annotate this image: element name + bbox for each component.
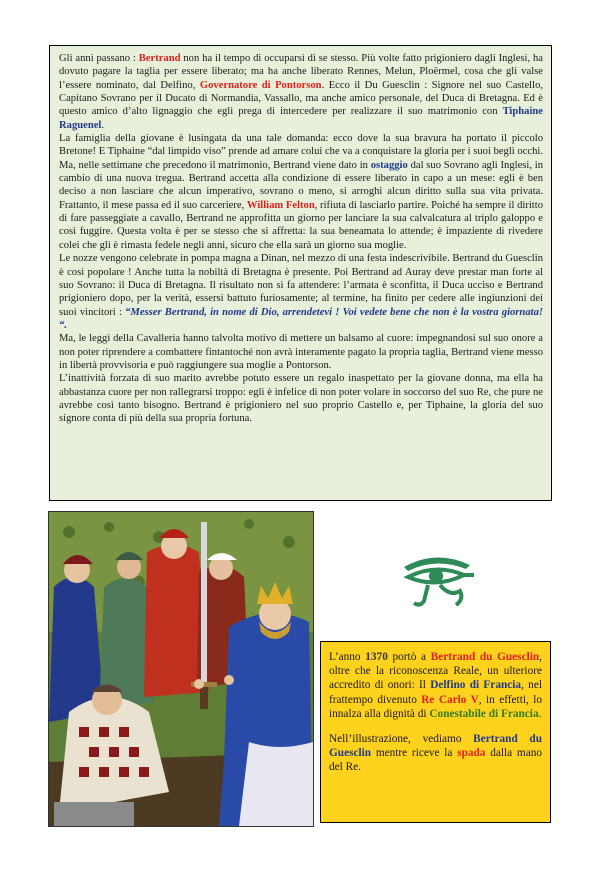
highlighted-text: “Messer Bertrand, in nome di Dio, arrendetevi ! Voi vedete bene che non è la vostra giornata! “.: [59, 306, 543, 331]
text-run: Gli anni passano :: [59, 53, 139, 64]
main-text-box: [49, 45, 552, 501]
text-run: Le nozze vengono celebrate in pompa magna a Dinan, nel mezzo di una festa indescrivibile. Bertrand du Guesclin è così popolare ! Anche tutta la nobiltà di Bretagna è presente. Poi Bertrand ad Auray deve prestar man forte al suo Sovrano: il Duca di Bretagna. Il risultato non si fa attendere: l’armata è sconfitta, il Duca ucciso e Bertrand prigioniero dopo, per la verità, essersi battuto furiosamente; al termine, ha finito per cedere alle ingiunzioni dei suoi vincitori :: [59, 253, 543, 318]
text-run: , rifiuta di lasciarlo partire. Poiché ha sempre il diritto di fare passeggiate a cavallo, Bertrand ne approfitta un giorno per lanciare la sua calvalcatura al triplo galoppo e così fuggire. Questa volta è per se stesso che si affretta: la sua beneamata lo attende; è impaziente di rivedere colei che gli è rimasta fedele negli anni, sicuro che ella sarà un giorno sua moglie.: [59, 199, 543, 251]
highlighted-text: Bertrand du Guesclin: [430, 651, 540, 663]
text-run: .: [101, 119, 105, 131]
text-run: . Ecco il Du Guesclin : Signore nel suo Castello, Capitano Sovrano per il Ducato di Normandia, Vassallo, ma anche amico personale, del Duca di Bretagna. Ed è questo amico d’alto lignaggio che egli prega di intercedere per realizzare il suo matrimonio con: [59, 79, 544, 118]
eye-of-horus-icon: [398, 545, 476, 609]
highlighted-text: Re Carlo V: [421, 693, 479, 706]
highlighted-text: Delfino di Francia: [430, 679, 522, 692]
text-run: , oltre che la riconoscenza Reale, un ulteriore accredito di onori: Il: [329, 651, 542, 692]
text-run: dalla mano del Re.: [329, 747, 543, 774]
text-run: La famiglia della giovane è lusingata da una tale domanda: ecco dove la sua bravura ha portato il piccolo Bretone! E Tiphaine “dal limpido viso” prende ad amare colui che va a conquistare la gloria per i suoi begli occhi. Ma, nelle settimane che precedono il matrimonio, Bertrand viene dato in: [59, 133, 543, 171]
text-run: , nel frattempo divenuto: [329, 679, 542, 706]
paragraph-2: [59, 132, 543, 252]
highlighted-text: 1370: [365, 651, 388, 663]
text-run: .: [538, 707, 542, 720]
paragraph-1: [59, 52, 543, 132]
caption-paragraph-2: [329, 732, 542, 775]
illustration-art: [49, 512, 313, 826]
text-run: non ha il tempo di occuparsi di se stesso. Più volte fatto prigioniero dagli Inglesi, ha dovuto pagare la taglia per essere liberato; ma ha anche liberato Rennes, Melun, Ploërmel, cosa che gli valse l’essere nominato, dal Delfino,: [59, 53, 543, 91]
highlighted-text: Bertrand du Guesclin: [329, 733, 542, 760]
caption-paragraph-1: [329, 650, 542, 721]
paragraph-3: [59, 252, 543, 332]
highlighted-text: Tiphaine Raguenel: [59, 106, 543, 131]
highlighted-text: William Felton: [246, 199, 315, 211]
paragraph-4: [59, 332, 543, 372]
highlighted-text: Bertrand: [138, 53, 181, 64]
highlighted-text: ostaggio: [370, 159, 408, 171]
text-run: portò a: [387, 651, 431, 663]
text-run: L’anno: [329, 651, 366, 663]
highlighted-text: Governatore di Pontorson: [199, 79, 322, 91]
text-run: Ma, le leggi della Cavalleria hanno talvolta motivo di mettere un balsamo al cuore: impegnandosi sul suo onore a non poter riprendere a combattere fintantoché non avrà interamente pagato la propria taglia, Bertrand viene messo in libertà provvisoria e può raggiungere sua moglie a Pontorson.: [59, 333, 543, 371]
text-run: mentre riceve la: [371, 747, 458, 760]
highlighted-text: spada: [457, 747, 486, 760]
paragraph-5: [59, 372, 543, 425]
text-run: L’inattività forzata di suo marito avrebbe potuto essere un regalo inaspettato per la giovane donna, ma ella ha abbastanza cuore per non rallegrarsi troppo: egli è infelice di non poter volare in soccorso del suo Re, che pure ne avrebbe così tanto bisogno. Bertrand è prigioniero nel suo proprio Castello e, per Tiphaine, la gloria del suo signore conta di più della sua propria fortuna.: [59, 373, 543, 425]
caption-box: [320, 641, 551, 823]
text-run: Nell’illustrazione, vediamo: [329, 733, 474, 746]
highlighted-text: Conestabile di Francia: [429, 707, 539, 720]
text-run: , in effetti, lo innalza alla dignità di: [329, 693, 542, 720]
medieval-illustration: [48, 511, 314, 827]
text-run: dal suo Sovrano agli Inglesi, in cambio di una nuova tregua. Bertrand accetta alla condizione di essere liberato in capo a un mese: egli è ben deciso a non lasciare che alcun imperativo, sovrano o meno, si arroghi alcun diritto sulla sua vita privata. Frattanto, il mese passa ed il suo carceriere,: [59, 159, 544, 211]
